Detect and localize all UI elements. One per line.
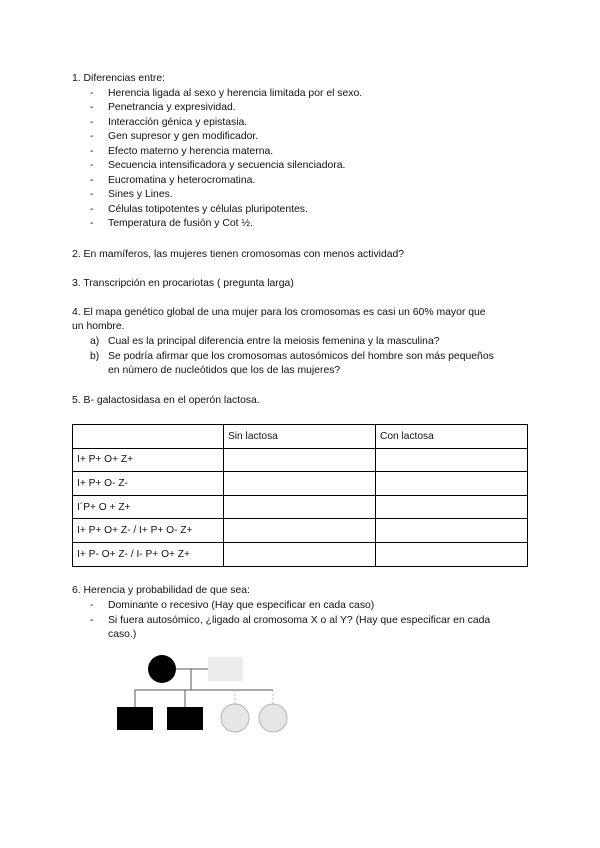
table-cell: I+ P+ O- Z- <box>73 472 224 496</box>
unknown-daughter-1 <box>221 704 249 732</box>
table-cell: I´P+ O + Z+ <box>73 495 224 519</box>
bullet-dash: - <box>90 203 94 215</box>
table-header-cell: Sin lactosa <box>224 425 376 449</box>
bullet-dash: - <box>90 116 94 128</box>
table-cell <box>224 519 376 543</box>
q3-text: 3. Transcripción en procariotas ( pregunta larga) <box>72 278 294 289</box>
table-cell: I+ P+ O+ Z- / I+ P+ O- Z+ <box>73 519 224 543</box>
table-cell <box>376 519 528 543</box>
table-header-cell <box>73 425 224 449</box>
list-item: Gen supresor y gen modificador. <box>108 131 259 142</box>
list-item: Secuencia intensificadora y secuencia silenciadora. <box>108 160 346 171</box>
bullet-dash: - <box>90 160 94 171</box>
list-item: Eucromatina y heterocromatina. <box>108 174 256 186</box>
affected-son-1 <box>117 707 153 730</box>
bullet-dash: - <box>90 189 94 200</box>
table-cell <box>376 495 528 519</box>
list-item: Cual es la principal diferencia entre la meiosis femenina y la masculina? <box>108 336 440 347</box>
table-cell <box>376 542 528 566</box>
bullet-dash: - <box>90 131 94 142</box>
list-marker: b) <box>90 351 100 362</box>
table-row <box>73 448 528 472</box>
list-item: Se podría afirmar que los cromosomas autosómicos del hombre son más pequeños <box>108 351 494 362</box>
list-item: Efecto materno y herencia materna. <box>108 145 274 157</box>
bullet-dash: - <box>90 174 94 186</box>
table-header-cell: Con lactosa <box>376 425 528 449</box>
table-row <box>73 519 528 543</box>
bullet-dash: - <box>90 615 94 626</box>
table-cell <box>376 448 528 472</box>
bullet-dash: - <box>90 145 94 157</box>
pedigree-diagram <box>110 650 310 740</box>
list-item: Herencia ligada al sexo y herencia limitada por el sexo. <box>108 88 363 99</box>
list-item: Temperatura de fusión y Cot ½. <box>108 218 253 229</box>
list-item: Células totipotentes y células pluripotentes. <box>108 203 308 215</box>
operon-table <box>72 424 528 567</box>
list-item: Dominante o recesivo (Hay que especificar en cada caso) <box>108 600 375 611</box>
list-marker: a) <box>90 336 100 347</box>
q1-heading: 1. Diferencias entre: <box>72 73 165 84</box>
unknown-daughter-2 <box>259 704 287 732</box>
table-cell <box>224 495 376 519</box>
q2-text: 2. En mamíferos, las mujeres tienen cromosomas con menos actividad? <box>72 249 405 260</box>
bullet-dash: - <box>90 600 94 611</box>
list-item: Interacción génica y epistasia. <box>108 116 248 128</box>
table-row <box>73 472 528 496</box>
affected-son-2 <box>167 707 203 730</box>
table-cell <box>376 472 528 496</box>
q4-text-line1: 4. El mapa genético global de una mujer para los cromosomas es casi un 60% mayor que <box>72 307 486 318</box>
list-item-continuation: en número de nucleótidos que los de las mujeres? <box>108 365 341 376</box>
q5-text: 5. B- galactosidasa en el operón lactosa. <box>72 395 260 406</box>
list-item: Penetrancia y expresividad. <box>108 102 236 113</box>
q6-heading: 6. Herencia y probabilidad de que sea: <box>72 585 250 596</box>
affected-female-parent <box>148 655 176 683</box>
table-cell <box>224 542 376 566</box>
table-row <box>73 495 528 519</box>
table-cell: I+ P+ O+ Z+ <box>73 448 224 472</box>
table-cell <box>224 472 376 496</box>
list-item: Sines y Lines. <box>108 189 173 200</box>
bullet-dash: - <box>90 218 94 229</box>
list-item-continuation: caso.) <box>108 629 137 640</box>
list-item: Si fuera autosómico, ¿ligado al cromosoma X o al Y? (Hay que especificar en cada <box>108 615 491 626</box>
q4-text-line2: un hombre. <box>72 321 125 332</box>
bullet-dash: - <box>90 88 94 99</box>
table-row <box>73 542 528 566</box>
table-cell: I+ P- O+ Z- / I- P+ O+ Z+ <box>73 542 224 566</box>
bullet-dash: - <box>90 102 94 113</box>
table-cell <box>224 448 376 472</box>
unknown-male-parent <box>208 657 243 681</box>
table-header-row <box>73 425 528 449</box>
